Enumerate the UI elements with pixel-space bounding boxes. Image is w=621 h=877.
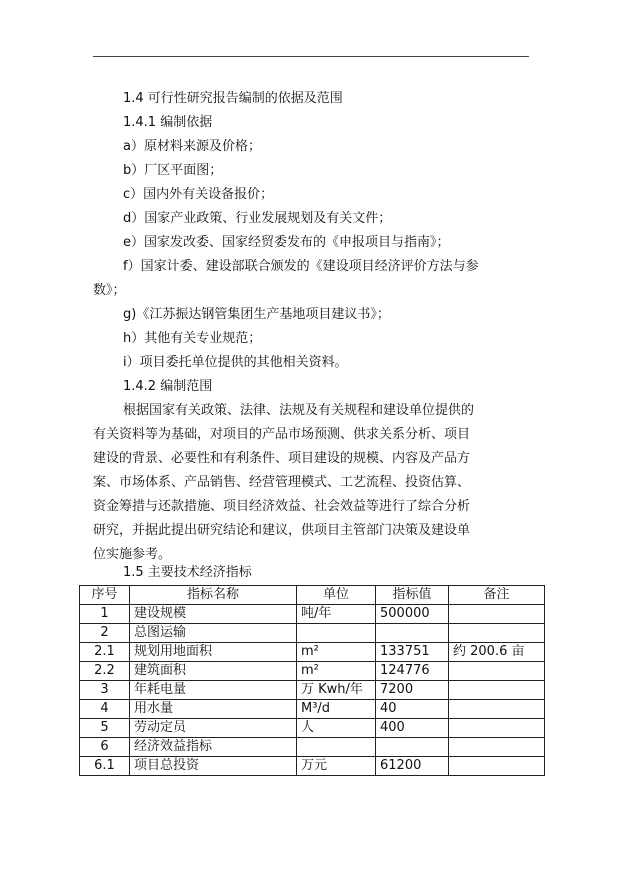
- scope-paragraph-line: 资金筹措与还款措施、项目经济效益、社会效益等进行了综合分析: [93, 499, 471, 514]
- table-row: [80, 643, 545, 662]
- section-heading-1-4-1: 1.4.1 编制依据: [123, 115, 213, 130]
- table-row: [80, 757, 545, 776]
- cell-unit: 万 Kwh/年: [297, 681, 376, 700]
- cell-value: 133751: [376, 643, 449, 662]
- cell-index: 2.2: [80, 662, 130, 681]
- cell-value: 61200: [376, 757, 449, 776]
- cell-value: [376, 738, 449, 757]
- scope-paragraph-line: 根据国家有关政策、法律、法规及有关规程和建设单位提供的: [123, 403, 475, 418]
- table-row: [80, 738, 545, 757]
- cell-unit: [297, 738, 376, 757]
- cell-unit: 吨/年: [297, 605, 376, 624]
- cell-remark: [449, 719, 545, 738]
- cell-index: 6: [80, 738, 130, 757]
- cell-unit: m²: [297, 662, 376, 681]
- cell-indicator-name: 规划用地面积: [130, 643, 297, 662]
- cell-indicator-name: 劳动定员: [130, 719, 297, 738]
- cell-index: 5: [80, 719, 130, 738]
- key-indicators-table: [79, 585, 545, 776]
- cell-unit: 万元: [297, 757, 376, 776]
- cell-indicator-name: 建设规模: [130, 605, 297, 624]
- cell-remark: [449, 681, 545, 700]
- cell-remark: [449, 757, 545, 776]
- cell-unit: [297, 624, 376, 643]
- cell-indicator-name: 年耗电量: [130, 681, 297, 700]
- scope-paragraph-line: 有关资料等为基础，对项目的产品市场预测、供求关系分析、项目: [93, 427, 471, 442]
- basis-item: i）项目委托单位提供的其他相关资料。: [123, 355, 348, 370]
- cell-index: 2.1: [80, 643, 130, 662]
- cell-remark: [449, 738, 545, 757]
- basis-item: a）原材料来源及价格；: [123, 139, 261, 154]
- header-unit: 单位: [297, 586, 376, 605]
- header-index: 序号: [80, 586, 130, 605]
- cell-index: 3: [80, 681, 130, 700]
- cell-indicator-name: 经济效益指标: [130, 738, 297, 757]
- cell-remark: 约 200.6 亩: [449, 643, 545, 662]
- cell-indicator-name: 项目总投资: [130, 757, 297, 776]
- cell-remark: [449, 662, 545, 681]
- basis-item: e）国家发改委、国家经贸委发布的《申报项目与指南》；: [123, 235, 450, 250]
- cell-indicator-name: 建筑面积: [130, 662, 297, 681]
- cell-remark: [449, 605, 545, 624]
- table-row: [80, 700, 545, 719]
- cell-unit: 人: [297, 719, 376, 738]
- cell-value: 500000: [376, 605, 449, 624]
- basis-item: f）国家计委、建设部联合颁发的《建设项目经济评价方法与参: [123, 259, 479, 274]
- header-indicator-name: 指标名称: [130, 586, 297, 605]
- table-row: [80, 681, 545, 700]
- basis-item: g)《江苏振达钢管集团生产基地项目建议书》；: [123, 307, 390, 322]
- cell-indicator-name: 总图运输: [130, 624, 297, 643]
- scope-paragraph-line: 建设的背景、必要性和有利条件、项目建设的规模、内容及产品方: [93, 451, 471, 466]
- basis-item-continued: 数》；: [93, 283, 126, 298]
- cell-indicator-name: 用水量: [130, 700, 297, 719]
- cell-unit: m²: [297, 643, 376, 662]
- table-row: [80, 624, 545, 643]
- table-row: [80, 605, 545, 624]
- cell-value: 7200: [376, 681, 449, 700]
- scope-paragraph-line: 位实施参考。: [93, 547, 172, 562]
- header-value: 指标值: [376, 586, 449, 605]
- basis-item: b）厂区平面图；: [123, 163, 223, 178]
- cell-index: 2: [80, 624, 130, 643]
- basis-item: d）国家产业政策、行业发展规划及有关文件；: [123, 211, 392, 226]
- scope-paragraph-line: 研究，并据此提出研究结论和建议，供项目主管部门决策及建设单: [93, 523, 471, 538]
- basis-item: c）国内外有关设备报价；: [123, 187, 274, 202]
- header-rule: [93, 56, 529, 57]
- cell-index: 6.1: [80, 757, 130, 776]
- section-heading-1-5: 1.5 主要技术经济指标: [123, 565, 252, 580]
- cell-value: 124776: [376, 662, 449, 681]
- scope-paragraph-line: 案、市场体系、产品销售、经营管理模式、工艺流程、投资估算、: [93, 475, 471, 490]
- table-header-row: [80, 586, 545, 605]
- table-row: [80, 662, 545, 681]
- header-remark: 备注: [449, 586, 545, 605]
- cell-value: 40: [376, 700, 449, 719]
- cell-value: [376, 624, 449, 643]
- cell-value: 400: [376, 719, 449, 738]
- cell-index: 1: [80, 605, 130, 624]
- section-heading-1-4-2: 1.4.2 编制范围: [123, 379, 213, 394]
- cell-unit: M³/d: [297, 700, 376, 719]
- section-heading-1-4: 1.4 可行性研究报告编制的依据及范围: [123, 91, 343, 106]
- table-row: [80, 719, 545, 738]
- cell-index: 4: [80, 700, 130, 719]
- cell-remark: [449, 624, 545, 643]
- cell-remark: [449, 700, 545, 719]
- basis-item: h）其他有关专业规范；: [123, 331, 262, 346]
